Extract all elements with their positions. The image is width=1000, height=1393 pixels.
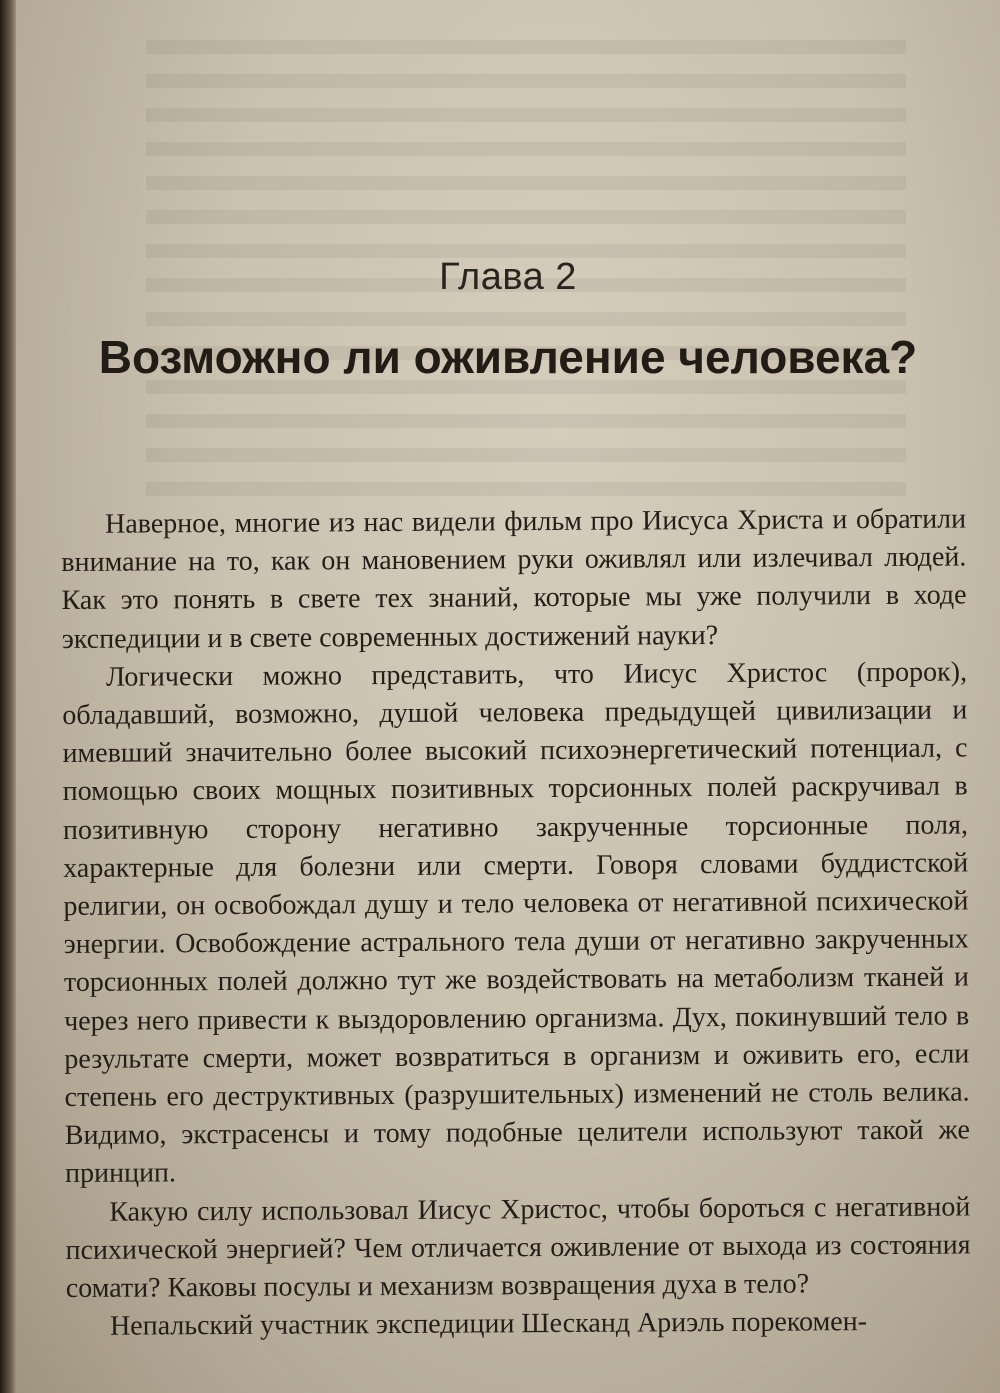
paragraph-4: Непальский участник экспедиции Шесканд Ариэль порекомен- <box>109 1306 868 1342</box>
body-text <box>61 500 971 1346</box>
book-page <box>16 0 1000 1393</box>
book-spine-edge <box>0 0 16 1393</box>
paragraph-1: Наверное, многие из нас видели фильм про Иисуса Христа и обратили внимание на то, как он мановением руки оживлял или излечивал людей. Как это понять в свете тех знаний, которые мы уже получили в ходе экспедиции и в свете современных достижений науки? <box>61 503 967 655</box>
paragraph-3: Какую силу использовал Иисус Христос, чтобы бороться с негативной психической энергией? Чем отличается оживление от выхода из состояния сомати? Каковы посулы и механизм возвращения духа в тело? <box>65 1191 971 1305</box>
paragraph-2: Логически можно представить, что Иисус Христос (пророк), обладавший, возможно, душой человека предыдущей цивилизации и имевший значительно более высокий психоэнергетический потенциал, с помощью своих мощных позитивных торсионных полей раскручивал в позитивную сторону негативно закрученные торсионные поля, характерные для болезни или смерти. Говоря словами буддистской религии, он освобождал душу и тело человека от негативной психической энергии. Освобождение астрального тела души от негативно закрученных торсионных полей должно тут же воздействовать на метаболизм тканей и через него привести к выздоровлению организма. Дух, покинувший тело в результате смерти, может возвратиться в организм и оживить его, если степень его деструктивных (разрушительных) изменений не столь велика. Видимо, экстрасенсы и тому подобные целители используют такой же принцип. <box>62 656 970 1190</box>
chapter-title: Возможно ли оживление человека? <box>98 331 918 383</box>
chapter-label: Глава 2 <box>439 256 577 298</box>
